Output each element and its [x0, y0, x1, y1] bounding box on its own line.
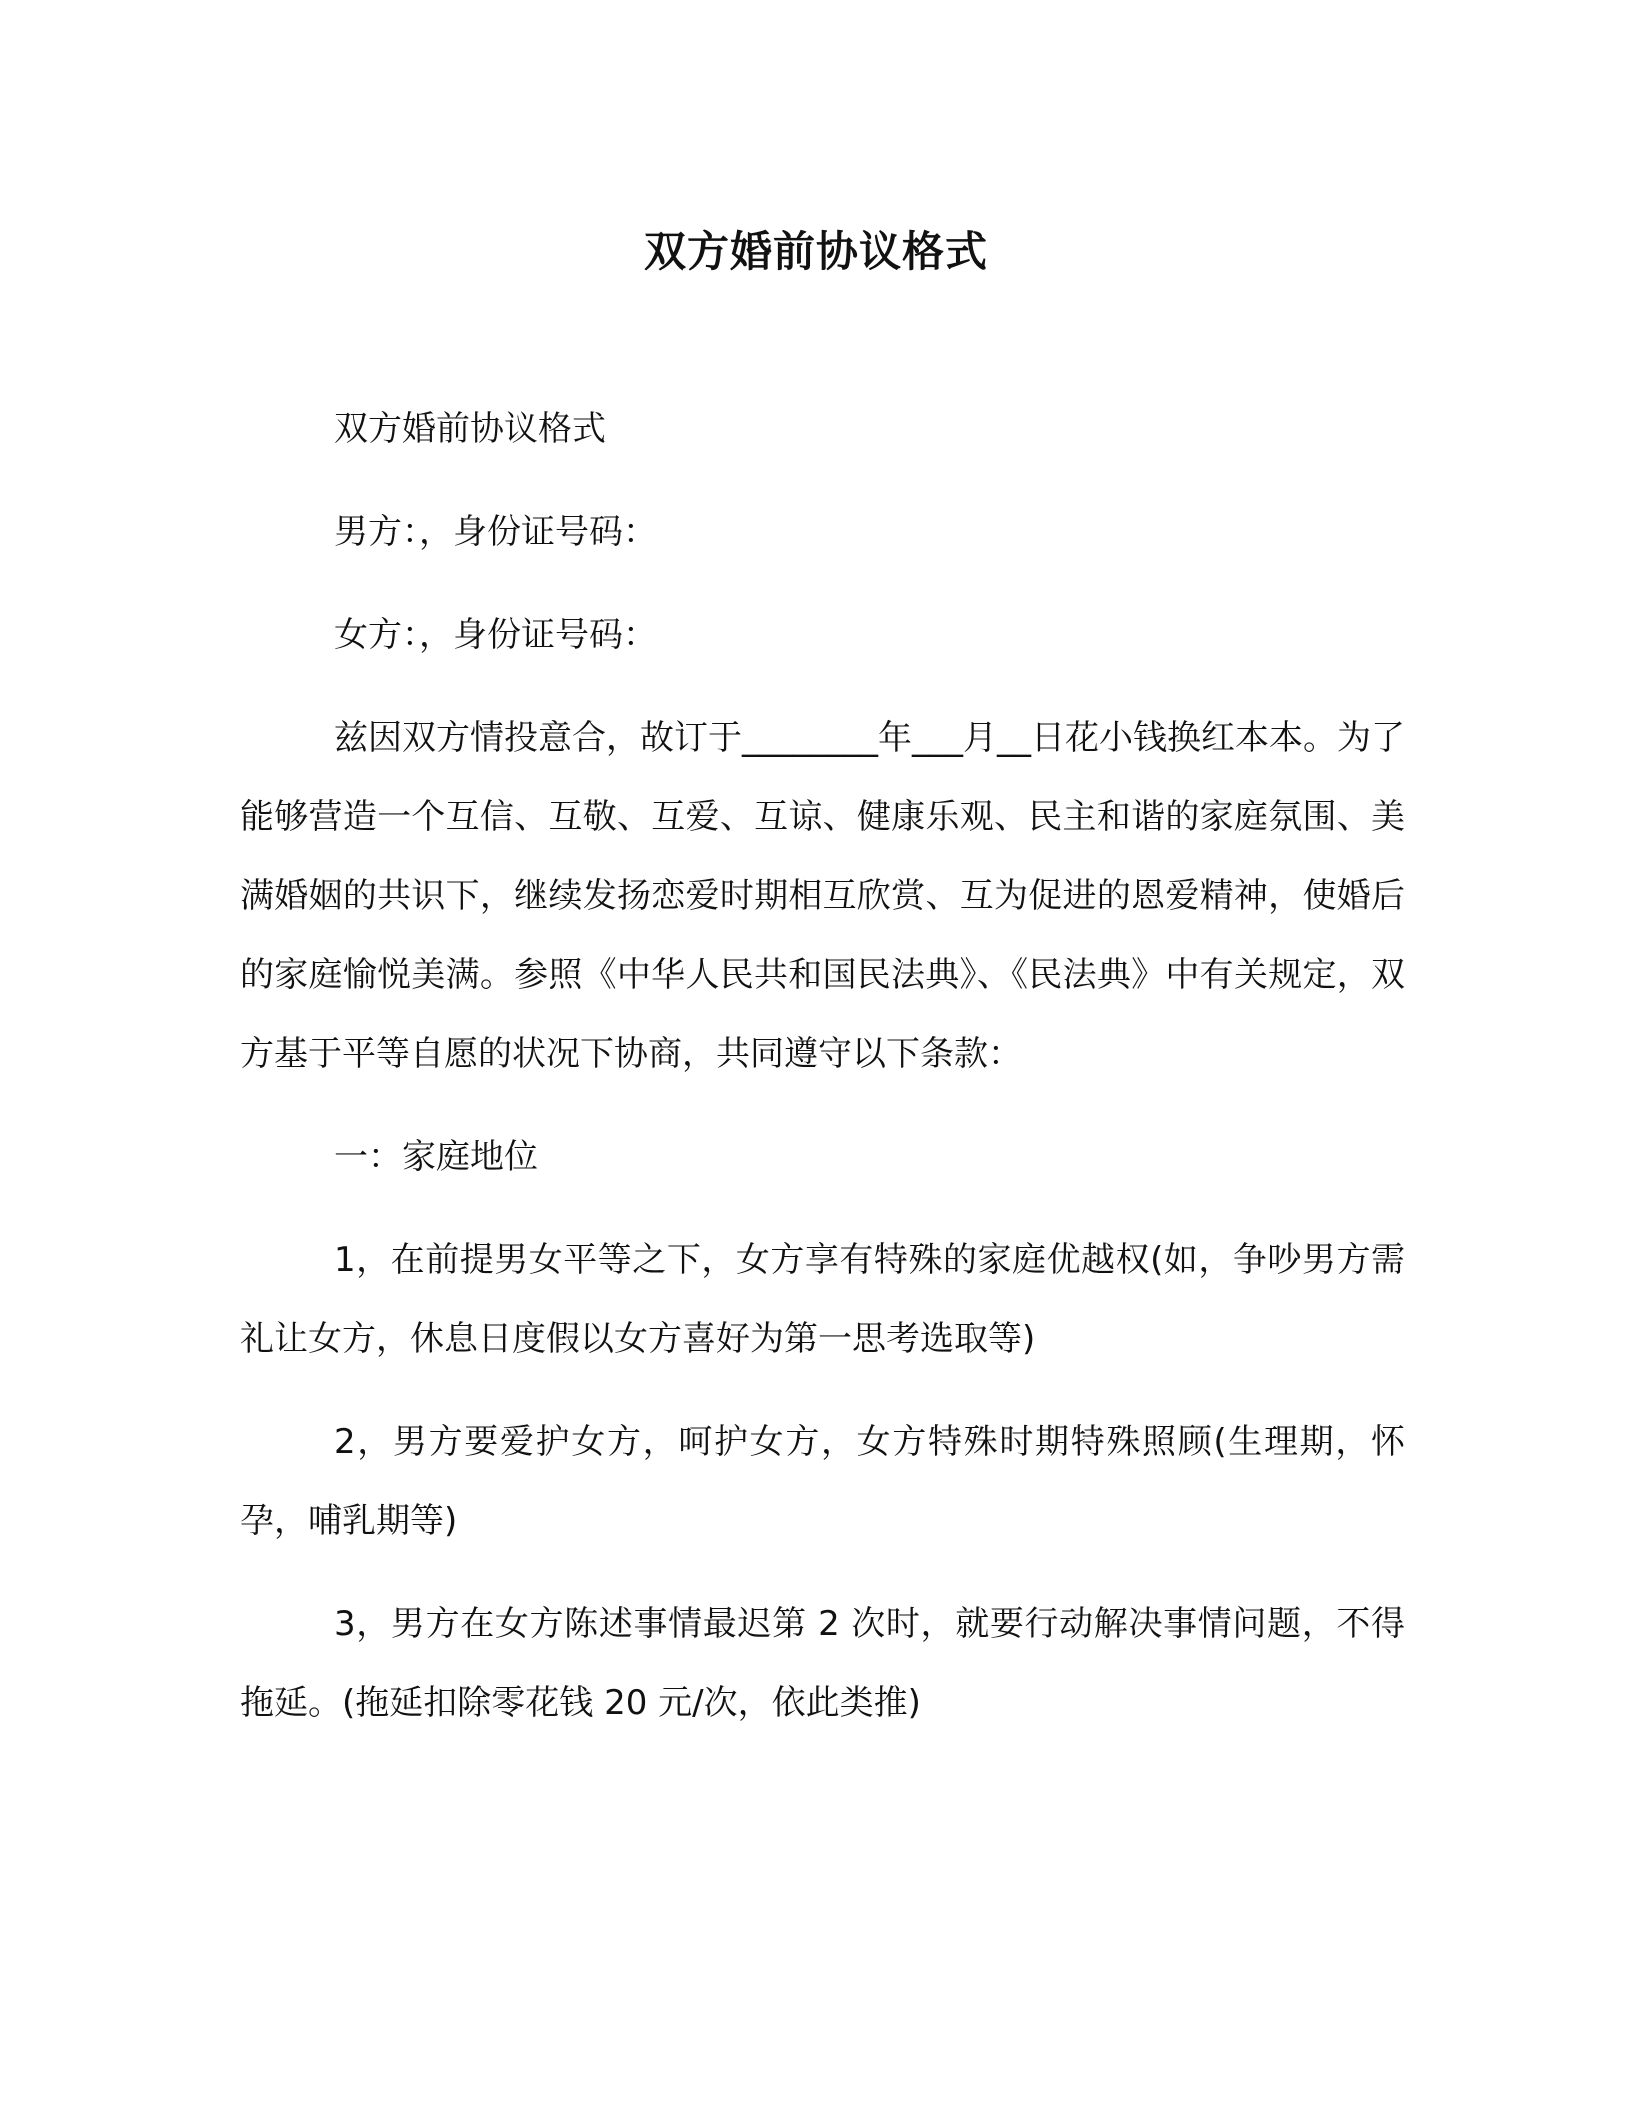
document-body — [240, 390, 1405, 1767]
clause-1: 1，在前提男女平等之下，女方享有特殊的家庭优越权(如，争吵男方需礼让女方，休息日度假以女方喜好为第一思考选取等) — [240, 1240, 1405, 1359]
paragraph-male-party: 男方：，身份证号码： — [334, 512, 657, 552]
clause-2: 2，男方要爱护女方，呵护女方，女方特殊时期特殊照顾(生理期，怀孕，哺乳期等) — [240, 1422, 1405, 1541]
paragraph-preamble: 兹因双方情投意合，故订于________年___月__日花小钱换红本本。为了能够营造一个互信、互敬、互爱、互谅、健康乐观、民主和谐的家庭氛围、美满婚姻的共识下，继续发扬恋爱时期相互欣赏、互为促进的恩爱精神，使婚后的家庭愉悦美满。参照《中华人民共和国民法典》、《民法典》中有关规定，双方基于平等自愿的状况下协商，共同遵守以下条款： — [240, 718, 1405, 1074]
paragraph-subtitle: 双方婚前协议格式 — [334, 409, 606, 449]
section-heading-family-status: 一：家庭地位 — [334, 1137, 538, 1177]
paragraph-female-party: 女方：，身份证号码： — [334, 615, 657, 655]
document-title: 双方婚前协议格式 — [643, 227, 988, 276]
clause-3: 3，男方在女方陈述事情最迟第 2 次时，就要行动解决事情问题，不得拖延。(拖延扣除零花钱 20 元/次，依此类推) — [240, 1604, 1405, 1723]
